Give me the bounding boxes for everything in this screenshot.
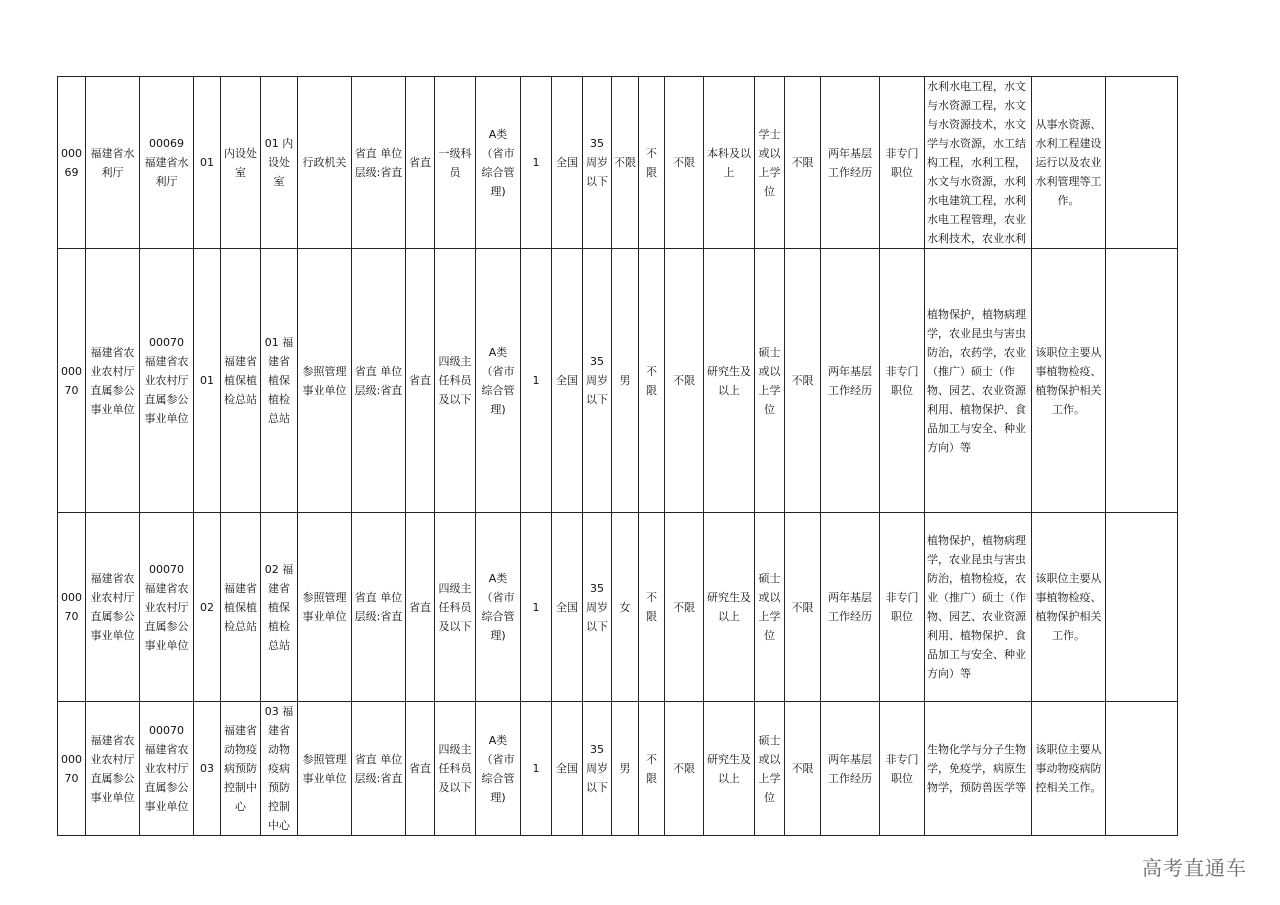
degree-cell: 硕士或以上学位 <box>755 249 785 513</box>
unit-cell: 00070 福建省农业农村厅直属参公事业单位 <box>140 249 194 513</box>
level-cell: 省直 单位层级:省直 <box>352 77 406 249</box>
dept-cell: 福建省水利厅 <box>86 77 140 249</box>
rank-cell: 四级主任科员及以下 <box>435 513 476 702</box>
region-cell: 省直 <box>406 702 435 836</box>
unit-no-cell: 03 <box>194 702 221 836</box>
category-cell: A类（省市综合管理) <box>476 249 521 513</box>
age-cell: 35周岁以下 <box>583 249 612 513</box>
level-cell: 省直 单位层级:省直 <box>352 513 406 702</box>
politics-cell: 不限 <box>665 249 704 513</box>
ethnic-cell: 不限 <box>639 249 665 513</box>
position-cell: 03 福建省动物疫病预防控制中心 <box>261 702 298 836</box>
region-cell: 省直 <box>406 249 435 513</box>
rank-cell: 四级主任科员及以下 <box>435 249 476 513</box>
table-row <box>58 513 1178 702</box>
ethnic-cell: 不限 <box>639 77 665 249</box>
rank-cell: 一级科员 <box>435 77 476 249</box>
org-cell: 内设处室 <box>221 77 261 249</box>
note-cell <box>1106 77 1178 249</box>
unit-no-cell: 01 <box>194 77 221 249</box>
dept-cell: 福建省农业农村厅直属参公事业单位 <box>86 702 140 836</box>
education-cell: 本科及以上 <box>704 77 755 249</box>
age-cell: 35周岁以下 <box>583 77 612 249</box>
code-cell: 00070 <box>58 249 86 513</box>
gender-cell: 不限 <box>612 77 639 249</box>
gender-cell: 男 <box>612 249 639 513</box>
org-cell: 福建省植保植检总站 <box>221 249 261 513</box>
unit-cell: 00070 福建省农业农村厅直属参公事业单位 <box>140 702 194 836</box>
table-row <box>58 77 1178 249</box>
age-cell: 35周岁以下 <box>583 513 612 702</box>
code-cell: 00070 <box>58 513 86 702</box>
education-cell: 研究生及以上 <box>704 513 755 702</box>
experience-cell: 两年基层工作经历 <box>821 249 880 513</box>
major-cell: 水利水电工程，水文与水资源工程，水文与水资源技术，水文学与水资源，水工结构工程，水利工程，水文与水资源，水利水电建筑工程，水利水电工程管理，农业水利技术，农业水利 <box>925 77 1032 249</box>
note-cell <box>1106 702 1178 836</box>
other-cell: 不限 <box>785 513 821 702</box>
table-row <box>58 249 1178 513</box>
desc-cell: 从事水资源、水利工程建设运行以及农业水利管理等工作。 <box>1032 77 1106 249</box>
note-cell <box>1106 249 1178 513</box>
degree-cell: 硕士或以上学位 <box>755 702 785 836</box>
politics-cell: 不限 <box>665 77 704 249</box>
position-cell: 02 福建省植保植检总站 <box>261 513 298 702</box>
region-cell: 省直 <box>406 513 435 702</box>
code-cell: 00069 <box>58 77 86 249</box>
unit-cell: 00069 福建省水利厅 <box>140 77 194 249</box>
ethnic-cell: 不限 <box>639 702 665 836</box>
special-cell: 非专门职位 <box>880 513 925 702</box>
position-cell: 01 内设处室 <box>261 77 298 249</box>
politics-cell: 不限 <box>665 702 704 836</box>
scope-cell: 全国 <box>552 77 583 249</box>
education-cell: 研究生及以上 <box>704 249 755 513</box>
other-cell: 不限 <box>785 702 821 836</box>
other-cell: 不限 <box>785 77 821 249</box>
scope-cell: 全国 <box>552 702 583 836</box>
politics-cell: 不限 <box>665 513 704 702</box>
other-cell: 不限 <box>785 249 821 513</box>
count-cell: 1 <box>521 702 552 836</box>
experience-cell: 两年基层工作经历 <box>821 77 880 249</box>
level-cell: 省直 单位层级:省直 <box>352 249 406 513</box>
unit-no-cell: 01 <box>194 249 221 513</box>
category-cell: A类（省市综合管理) <box>476 513 521 702</box>
dept-cell: 福建省农业农村厅直属参公事业单位 <box>86 249 140 513</box>
unit-no-cell: 02 <box>194 513 221 702</box>
desc-cell: 该职位主要从事植物检疫、植物保护相关工作。 <box>1032 513 1106 702</box>
org-type-cell: 参照管理事业单位 <box>298 702 352 836</box>
major-cell: 植物保护，植物病理学，农业昆虫与害虫防治，植物检疫，农业（推广）硕士（作物、园艺、农业资源利用、植物保护、食品加工与安全、种业方向）等 <box>925 513 1032 702</box>
degree-cell: 学士或以上学位 <box>755 77 785 249</box>
org-cell: 福建省动物疫病预防控制中心 <box>221 702 261 836</box>
scope-cell: 全国 <box>552 249 583 513</box>
org-type-cell: 参照管理事业单位 <box>298 513 352 702</box>
code-cell: 00070 <box>58 702 86 836</box>
special-cell: 非专门职位 <box>880 77 925 249</box>
dept-cell: 福建省农业农村厅直属参公事业单位 <box>86 513 140 702</box>
category-cell: A类（省市综合管理) <box>476 77 521 249</box>
age-cell: 35周岁以下 <box>583 702 612 836</box>
gender-cell: 女 <box>612 513 639 702</box>
org-type-cell: 行政机关 <box>298 77 352 249</box>
experience-cell: 两年基层工作经历 <box>821 513 880 702</box>
position-cell: 01 福建省植保植检总站 <box>261 249 298 513</box>
count-cell: 1 <box>521 77 552 249</box>
scope-cell: 全国 <box>552 513 583 702</box>
desc-cell: 该职位主要从事动物疫病防控相关工作。 <box>1032 702 1106 836</box>
experience-cell: 两年基层工作经历 <box>821 702 880 836</box>
table-row <box>58 702 1178 836</box>
degree-cell: 硕士或以上学位 <box>755 513 785 702</box>
position-table <box>57 76 1178 836</box>
desc-cell: 该职位主要从事植物检疫、植物保护相关工作。 <box>1032 249 1106 513</box>
education-cell: 研究生及以上 <box>704 702 755 836</box>
ethnic-cell: 不限 <box>639 513 665 702</box>
org-cell: 福建省植保植检总站 <box>221 513 261 702</box>
note-cell <box>1106 513 1178 702</box>
special-cell: 非专门职位 <box>880 702 925 836</box>
gender-cell: 男 <box>612 702 639 836</box>
level-cell: 省直 单位层级:省直 <box>352 702 406 836</box>
special-cell: 非专门职位 <box>880 249 925 513</box>
category-cell: A类（省市综合管理) <box>476 702 521 836</box>
major-cell: 生物化学与分子生物学，免疫学，病原生物学，预防兽医学等 <box>925 702 1032 836</box>
count-cell: 1 <box>521 249 552 513</box>
unit-cell: 00070 福建省农业农村厅直属参公事业单位 <box>140 513 194 702</box>
rank-cell: 四级主任科员及以下 <box>435 702 476 836</box>
count-cell: 1 <box>521 513 552 702</box>
watermark-text: 高考直通车 <box>1142 856 1247 880</box>
region-cell: 省直 <box>406 77 435 249</box>
major-cell: 植物保护，植物病理学，农业昆虫与害虫防治，农药学，农业（推广）硕士（作物、园艺、农业资源利用、植物保护、食品加工与安全、种业方向）等 <box>925 249 1032 513</box>
org-type-cell: 参照管理事业单位 <box>298 249 352 513</box>
